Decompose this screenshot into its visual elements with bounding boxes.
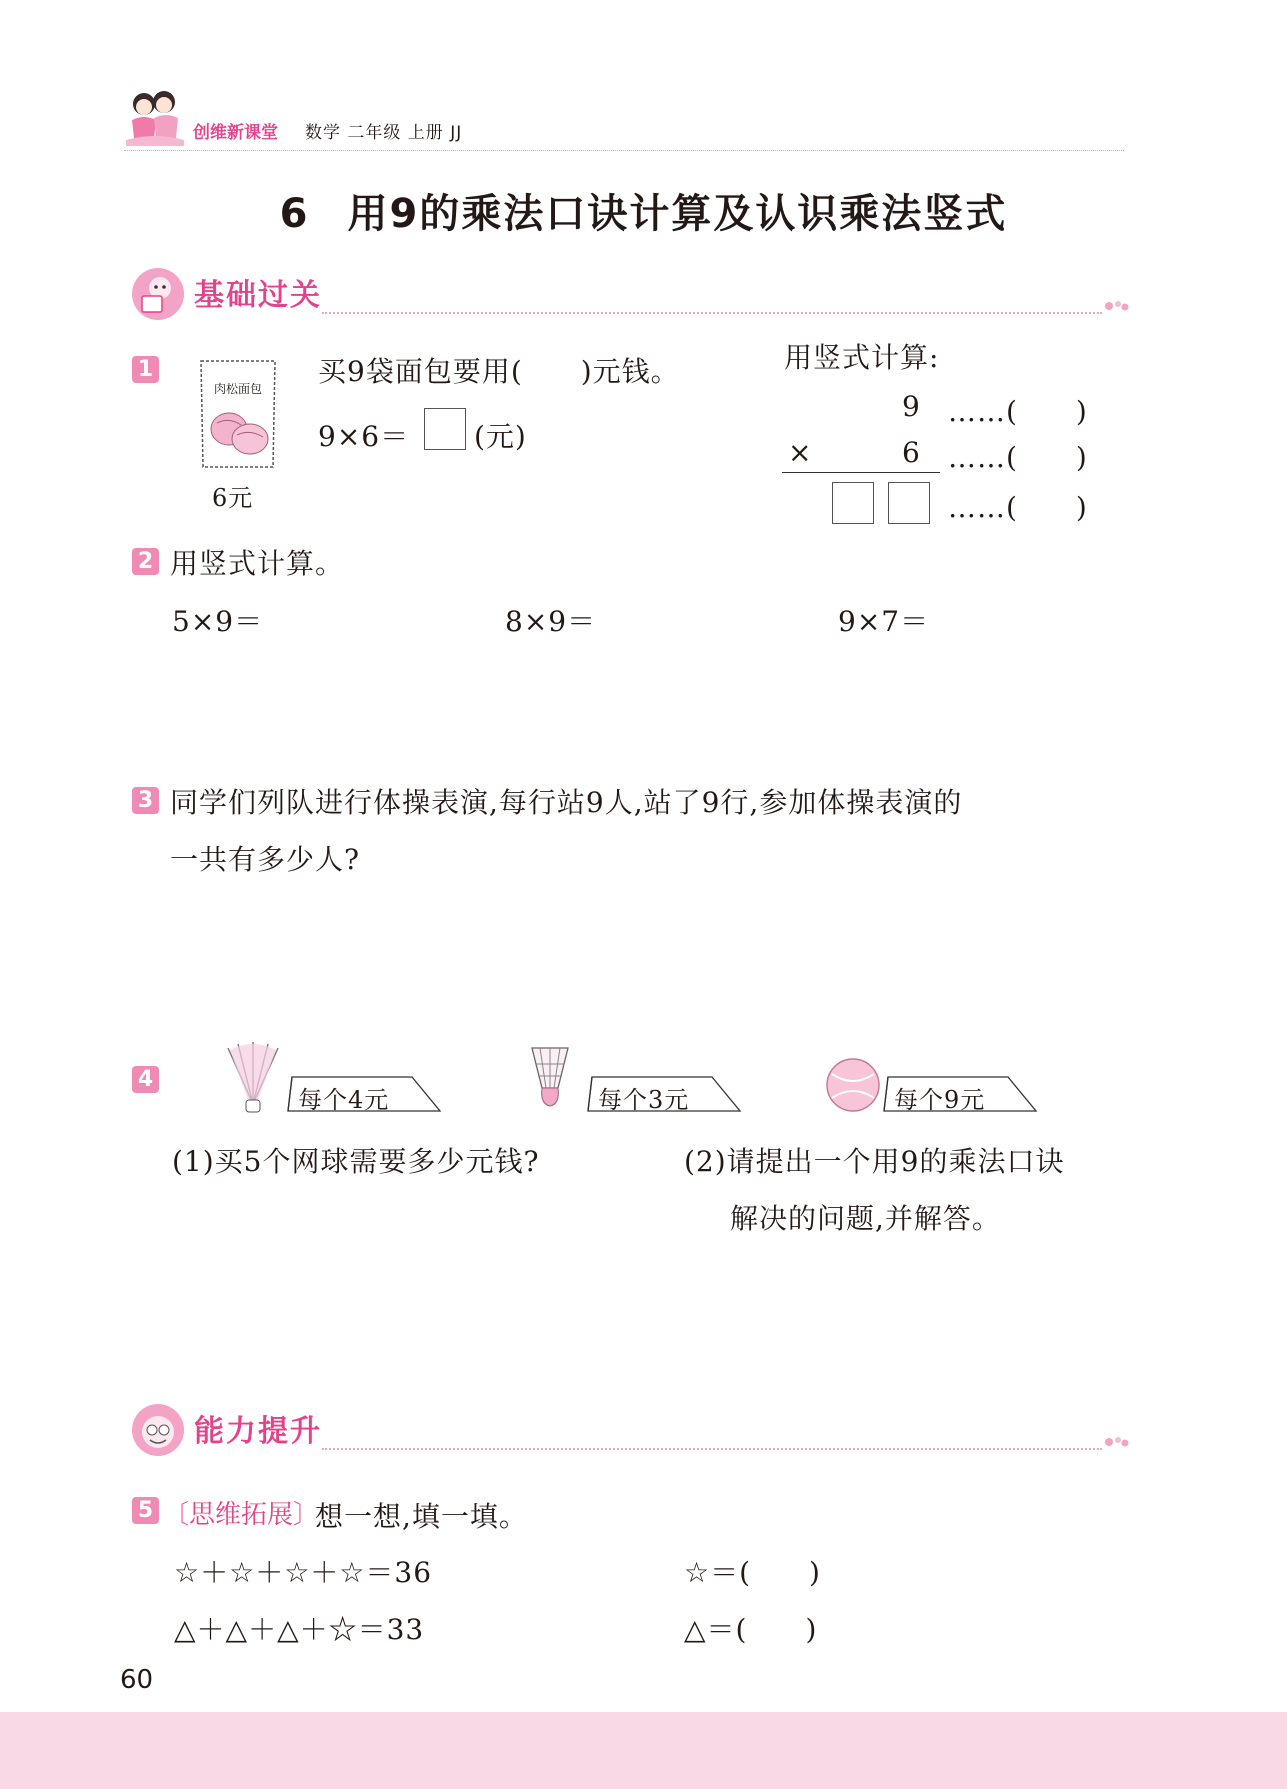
tag-open-bracket: 〔 [163,1500,190,1530]
section-basic-title: 基础过关 [194,278,322,313]
brand-name: 创维新课堂 [193,123,278,143]
tag-close-bracket: 〕 [293,1500,320,1530]
section-advanced-title: 能力提升 [194,1414,322,1449]
question-2-badge: 2 [132,548,159,575]
times-sign: × [788,436,813,469]
price-label-2: 每个3元 [598,1086,690,1114]
result-box-ones[interactable] [888,482,930,524]
vertical-bottom-digit: 6 [902,436,921,469]
bread-bag-icon [195,355,281,473]
q5-answer-2: △＝( ) [684,1613,818,1646]
q1-question: 买9袋面包要用( )元钱。 [318,355,680,388]
q5-equation-1: ☆＋☆＋☆＋☆＝36 [174,1556,433,1589]
section-advanced-divider [322,1448,1102,1450]
paren-row-2: ……( ) [948,441,1088,474]
book-meta: 数学 二年级 上册 JJ [305,123,463,143]
vertical-calc-line [782,472,940,473]
question-1-badge: 1 [132,356,159,383]
thinking-extension-tag [163,1494,319,1531]
q4-sub-question-2-line-1: (2)请提出一个用9的乘法口诀 [684,1145,1065,1178]
q4-sub-question-2-line-2: 解决的问题,并解答。 [730,1202,1001,1235]
q3-line-2: 一共有多少人? [170,843,361,876]
vertical-calc-title: 用竖式计算: [784,341,940,374]
bread-bag-label: 肉松面包 [214,382,263,396]
q2-item-3: 9×7＝ [838,605,930,638]
dots-decoration-icon [1104,299,1130,313]
section-basic-divider [322,312,1102,314]
q1-equation-unit: (元) [474,420,527,453]
bread-price: 6元 [212,484,254,512]
q5-prompt: 想一想,填一填。 [315,1500,528,1533]
tag-text: 思维拓展 [189,1500,294,1530]
lesson-number: 6 [279,191,310,237]
q2-item-1: 5×9＝ [172,605,264,638]
badminton-shuttlecock-icon [522,1042,580,1110]
q4-sub-question-1: (1)买5个网球需要多少元钱? [172,1145,540,1178]
header-divider [124,150,1124,151]
q1-answer-box[interactable] [424,408,466,450]
question-5-badge: 5 [132,1497,159,1524]
kids-mascot-icon [124,86,186,148]
price-label-1: 每个4元 [298,1086,390,1114]
dots-decoration-icon [1104,1435,1130,1449]
section-advanced-icon [130,1402,186,1458]
section-basic-icon [130,266,186,322]
question-3-badge: 3 [132,787,159,814]
q2-item-2: 8×9＝ [505,605,597,638]
q3-line-1: 同学们列队进行体操表演,每行站9人,站了9行,参加体操表演的 [170,786,963,819]
footer-band [0,1712,1287,1789]
page-number: 60 [120,1665,154,1695]
lesson-title [0,182,1287,239]
tennis-ball-icon [824,1056,882,1114]
price-label-3: 每个9元 [894,1086,986,1114]
q1-equation-left: 9×6＝ [318,420,410,453]
lesson-title-text: 用9的乘法口诀计算及认识乘法竖式 [347,191,1008,237]
result-box-tens[interactable] [832,482,874,524]
vertical-top-digit: 9 [902,390,921,423]
q2-prompt: 用竖式计算。 [170,547,345,580]
paren-row-1: ……( ) [948,395,1088,428]
shuttlecock-feather-icon [222,1040,284,1116]
q5-equation-2: △＋△＋△＋☆＝33 [174,1613,425,1646]
paren-row-3: ……( ) [948,491,1088,524]
question-4-badge: 4 [132,1066,159,1093]
q5-answer-1: ☆＝( ) [684,1556,821,1589]
